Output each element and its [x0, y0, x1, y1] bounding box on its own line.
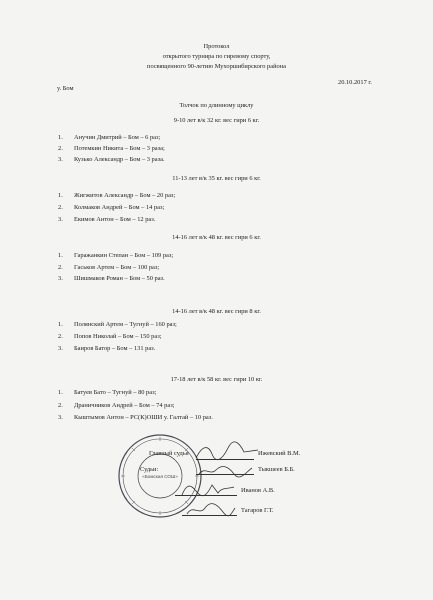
judge-2-name: Иванов А.В.: [241, 487, 275, 494]
list-item-number: 2.: [58, 204, 63, 211]
list-item: [58, 205, 164, 211]
list-item-number: 2.: [58, 264, 63, 271]
date-label: 20.10.2017 г.: [338, 79, 372, 86]
list-item: [58, 334, 162, 340]
list-item-number: 3.: [58, 156, 63, 163]
list-item-number: 1.: [58, 134, 63, 141]
list-item-text: Полянский Артем – Тугнуй – 160 раз;: [74, 321, 177, 328]
list-item-text: Екимов Антон – Бом – 12 раз.: [74, 216, 156, 223]
chief-judge-label: Главный судья: [149, 450, 189, 457]
list-item-number: 3.: [58, 345, 63, 352]
list-item: [58, 346, 155, 352]
list-item: [58, 157, 165, 163]
list-item-text: Попов Николай – Бом – 150 раз;: [74, 333, 162, 340]
list-item-number: 2.: [58, 145, 63, 152]
list-item-text: Потемкин Никита – Бом – 3 раза;: [74, 145, 165, 152]
list-item: [58, 265, 159, 271]
judge-1-name: Тыкшеев Б.Б.: [258, 466, 295, 473]
place-label: у. Бом: [57, 85, 74, 92]
list-item-text: Гаражанкин Степан – Бом – 109 раз;: [74, 252, 174, 259]
list-item-number: 3.: [58, 414, 63, 421]
signature-scribble: [183, 500, 239, 520]
list-item: [58, 217, 155, 223]
list-item-text: Кузько Александр – Бом – 3 раза.: [74, 156, 165, 163]
list-item: [58, 322, 177, 328]
list-item: [58, 146, 165, 152]
list-item-text: Кыштымов Антон – РС(К)ОШИ у. Галтай – 10 раз.: [74, 414, 213, 421]
list-item-text: Жигжитов Александр – Бом – 20 раз;: [74, 192, 176, 199]
list-item: [58, 253, 173, 259]
list-item: [58, 415, 213, 421]
judge-3-name: Тагаров Г.Т.: [241, 507, 274, 514]
signature-scribble: [196, 462, 256, 480]
discipline-subtitle: Толчок по длинному циклу: [179, 102, 254, 109]
list-item-number: 1.: [58, 389, 63, 396]
chief-judge-name: Ижевский В.М.: [258, 450, 301, 457]
group-heading: 11-13 лет в/к 35 кг. вес гири 6 кг.: [172, 175, 261, 182]
list-item: [58, 276, 165, 282]
group-heading: 17-18 лет в/к 58 кг. вес гири 10 кг.: [170, 376, 263, 383]
signature-scribble: [178, 479, 238, 501]
list-item-number: 3.: [58, 216, 63, 223]
list-item-text: Колмаков Андрей – Бом – 14 раз;: [74, 204, 165, 211]
list-item-text: Драничников Андрей – Бом – 74 раз;: [74, 402, 175, 409]
list-item: [58, 193, 175, 199]
list-item-number: 2.: [58, 333, 63, 340]
stamp-text: «Бомская СОШ»: [142, 474, 178, 479]
document-title: Протокол: [203, 43, 230, 50]
list-item-text: Шишмаков Роман – Бом – 50 раз.: [74, 275, 165, 282]
list-item-number: 1.: [58, 321, 63, 328]
list-item: [58, 403, 175, 409]
judges-label: Судьи:: [140, 466, 159, 473]
group-heading: 14-16 лет в/к 48 кг. вес гири 8 кг.: [172, 308, 261, 315]
list-item-text: Анучин Дмитрий – Бом – 6 раз;: [74, 134, 161, 141]
list-item-number: 1.: [58, 252, 63, 259]
list-item-number: 3.: [58, 275, 63, 282]
signature-scribble: [192, 440, 262, 464]
list-item-number: 2.: [58, 402, 63, 409]
list-item: [58, 390, 156, 396]
group-heading: 14-16 лет в/к 48 кг. вес гири 6 кг.: [172, 234, 261, 241]
group-heading: 9-10 лет в/к 32 кг. вес гири 6 кг.: [173, 117, 260, 124]
title-line-2: открытого турнира по гиревому спорту,: [162, 53, 271, 60]
list-item-text: Батуев Бато – Тугнуй – 80 раз;: [74, 389, 157, 396]
title-line-3: посвященного 90-летию Мухоршибирского района: [147, 63, 286, 70]
list-item: [58, 135, 160, 141]
list-item-number: 1.: [58, 192, 63, 199]
list-item-text: Гаськов Артем – Бом – 100 раз;: [74, 264, 160, 271]
list-item-text: Баиров Батор – Бом – 131 раз.: [74, 345, 156, 352]
